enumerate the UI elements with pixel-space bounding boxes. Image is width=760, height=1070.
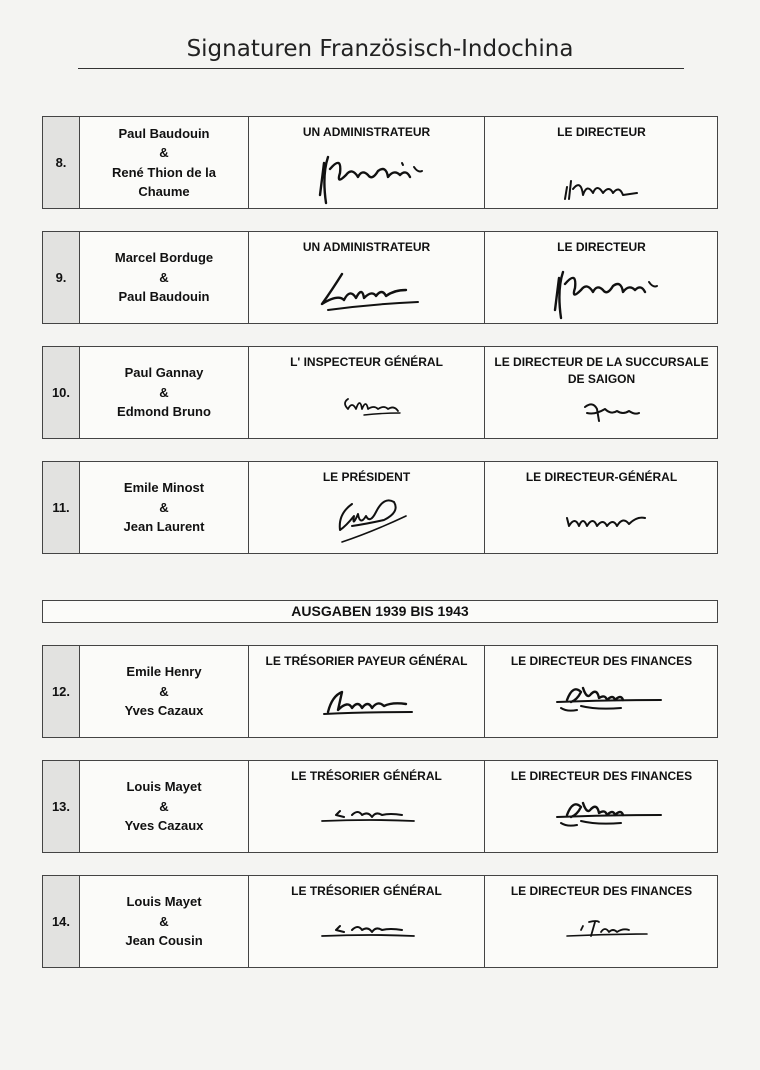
signature-cell-1: [249, 232, 485, 323]
ampersand: &: [159, 384, 169, 400]
signature-row-8: [42, 116, 718, 209]
signature-title: LE DIRECTEUR DES FINANCES: [510, 884, 693, 898]
signatory-name-1: Emile Minost: [123, 480, 205, 496]
signatory-name-2: Yves Cazaux: [124, 818, 204, 834]
signature-cell-2: [485, 876, 718, 967]
signatory-names: [80, 347, 249, 438]
signature-gannay-image: [302, 375, 432, 435]
signatory-name-1: Emile Henry: [126, 664, 202, 680]
row-number: 13.: [43, 761, 80, 852]
signature-cell-2: [485, 347, 718, 438]
signature-cell-1: [249, 761, 485, 852]
signature-bruno-image: [537, 391, 667, 441]
ampersand: &: [159, 499, 169, 515]
signature-row-11: [42, 461, 718, 554]
row-number: 11.: [43, 462, 80, 553]
signature-title: UN ADMINISTRATEUR: [302, 125, 431, 139]
signature-row-10: [42, 346, 718, 439]
signature-title: LE DIRECTEUR: [557, 240, 646, 254]
signature-directeur-image: [537, 155, 667, 215]
signature-minost-image: [302, 490, 432, 550]
signature-borduge-image: [302, 260, 432, 320]
signatory-name-2: René Thion de la: [111, 164, 216, 180]
signature-title: LE DIRECTEUR DE LA SUCCURSALE DE SAIGON: [494, 355, 709, 386]
section-heading: AUSGABEN 1939 BIS 1943: [42, 600, 718, 623]
signature-row-13: [42, 760, 718, 853]
signature-cell-1: [249, 462, 485, 553]
page-title: Signaturen Französisch-Indochina: [186, 36, 574, 62]
signatory-names: [80, 761, 249, 852]
row-number: 9.: [43, 232, 80, 323]
signatory-name-2: Jean Laurent: [123, 519, 205, 535]
title-rule: [78, 68, 684, 69]
ampersand: &: [159, 913, 169, 929]
signature-title: LE TRÉSORIER GÉNÉRAL: [291, 769, 442, 783]
signature-title: LE PRÉSIDENT: [322, 470, 411, 484]
signature-row-12: [42, 645, 718, 738]
signatory-names: [80, 876, 249, 967]
signatory-name-2: Edmond Bruno: [117, 404, 211, 420]
signatory-name-2: Yves Cazaux: [124, 703, 204, 719]
row-number: 14.: [43, 876, 80, 967]
signature-title: LE DIRECTEUR-GÉNÉRAL: [525, 470, 678, 484]
signature-cell-1: [249, 117, 485, 208]
signature-title: LE TRÉSORIER PAYEUR GÉNÉRAL: [265, 654, 468, 668]
signature-title: LE DIRECTEUR DES FINANCES: [510, 769, 693, 783]
ampersand: &: [159, 798, 169, 814]
signature-cell-2: [485, 117, 718, 208]
signature-laurent-image: [537, 502, 667, 552]
signatory-name-1: Paul Gannay: [124, 365, 204, 381]
signatory-names: [80, 117, 249, 208]
signature-cell-2: [485, 761, 718, 852]
signature-title: LE DIRECTEUR: [557, 125, 646, 139]
signature-title: L' INSPECTEUR GÉNÉRAL: [290, 355, 443, 369]
signature-cazaux-image: [537, 680, 667, 730]
signature-cousin-image: [537, 912, 667, 962]
signature-cell-2: [485, 462, 718, 553]
signature-cell-1: [249, 347, 485, 438]
signatory-name-2: Jean Cousin: [125, 933, 203, 949]
signatory-names: [80, 646, 249, 737]
signature-title: UN ADMINISTRATEUR: [302, 240, 431, 254]
signature-title: LE DIRECTEUR DES FINANCES: [510, 654, 693, 668]
row-number: 10.: [43, 347, 80, 438]
signature-cell-2: [485, 646, 718, 737]
signatory-names: [80, 462, 249, 553]
signature-title: LE TRÉSORIER GÉNÉRAL: [291, 884, 442, 898]
signature-row-14: [42, 875, 718, 968]
signature-mayet-image: [302, 797, 432, 847]
signatory-name-1: Marcel Borduge: [114, 250, 214, 266]
signature-cell-2: [485, 232, 718, 323]
signature-mayet-image: [302, 912, 432, 962]
row-number: 12.: [43, 646, 80, 737]
signatory-name-1: Louis Mayet: [126, 894, 202, 910]
signatory-name-2: Paul Baudouin: [118, 289, 210, 305]
signatory-name-2-cont: Chaume: [138, 184, 190, 199]
signature-cell-1: [249, 646, 485, 737]
ampersand: &: [159, 683, 169, 699]
signature-henry-image: [302, 682, 432, 732]
signatory-names: [80, 232, 249, 323]
signature-cell-1: [249, 876, 485, 967]
signature-baudouin-image: [537, 260, 667, 320]
signature-baudouin-image: [302, 145, 432, 205]
signature-row-9: [42, 231, 718, 324]
ampersand: &: [159, 145, 169, 160]
ampersand: &: [159, 269, 169, 285]
signatory-name-1: Louis Mayet: [126, 779, 202, 795]
signature-cazaux-image: [537, 795, 667, 845]
row-number: 8.: [43, 117, 80, 208]
signatory-name-1: Paul Baudouin: [118, 125, 210, 141]
